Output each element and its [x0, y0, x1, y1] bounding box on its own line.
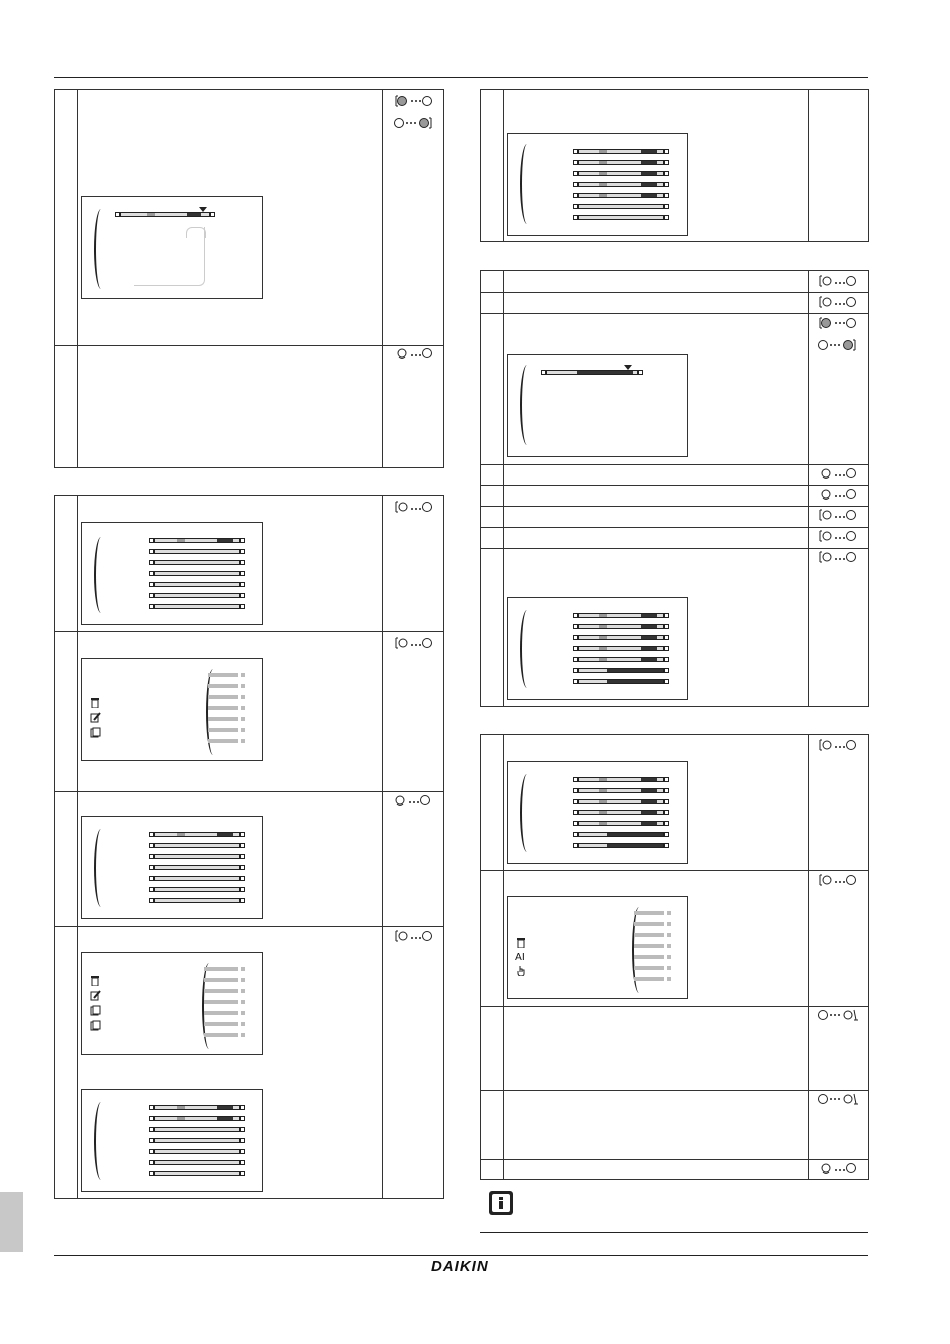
note-rule	[480, 1232, 868, 1233]
menu-screen	[507, 761, 688, 864]
menu-screen	[507, 597, 688, 700]
menu-screen	[81, 1089, 263, 1192]
daikin-logo: DAIKIN	[431, 1258, 489, 1275]
dial-press-icon	[818, 509, 858, 522]
dial-press-icon	[394, 930, 434, 943]
dial-turn-right-icon	[818, 339, 858, 352]
trash-icon	[516, 937, 526, 951]
information-icon	[489, 1191, 513, 1215]
dial-press-icon	[818, 739, 858, 752]
rename-icon: AI	[515, 952, 525, 963]
dial-press-icon	[820, 488, 860, 501]
dial-turn-left-icon	[394, 95, 434, 108]
dial-press-icon	[394, 501, 434, 514]
dial-press-right-icon	[818, 1093, 862, 1106]
action-screen	[81, 658, 263, 761]
controller-screen	[81, 196, 263, 299]
dial-turn-left-icon	[818, 317, 858, 330]
dial-press-icon	[818, 296, 858, 309]
footer-rule	[54, 1255, 868, 1256]
hand-pointer-icon	[516, 965, 527, 979]
trash-icon	[90, 975, 100, 989]
dial-press-right-icon	[818, 1009, 862, 1022]
copy-icon	[90, 1020, 101, 1034]
action-screen	[81, 952, 263, 1055]
dial-press-icon	[394, 637, 434, 650]
side-tab	[0, 1192, 23, 1252]
copy-icon	[90, 1005, 101, 1019]
header-rule	[54, 77, 868, 78]
dial-press-icon	[818, 551, 858, 564]
dial-press-icon	[820, 1162, 860, 1175]
edit-icon	[90, 990, 101, 1004]
dial-press-icon	[394, 794, 434, 807]
dial-press-icon	[818, 874, 858, 887]
copy-icon	[90, 727, 101, 741]
controller-screen	[507, 354, 688, 457]
menu-screen	[507, 133, 688, 236]
dial-turn-right-icon	[394, 117, 434, 130]
dial-press-icon	[818, 530, 858, 543]
dial-press-icon	[396, 347, 436, 360]
dial-press-icon	[818, 275, 858, 288]
menu-screen	[81, 816, 263, 919]
action-screen	[507, 896, 688, 999]
menu-screen	[81, 522, 263, 625]
edit-icon	[90, 712, 101, 726]
dial-press-icon	[820, 467, 860, 480]
trash-icon	[90, 697, 100, 711]
